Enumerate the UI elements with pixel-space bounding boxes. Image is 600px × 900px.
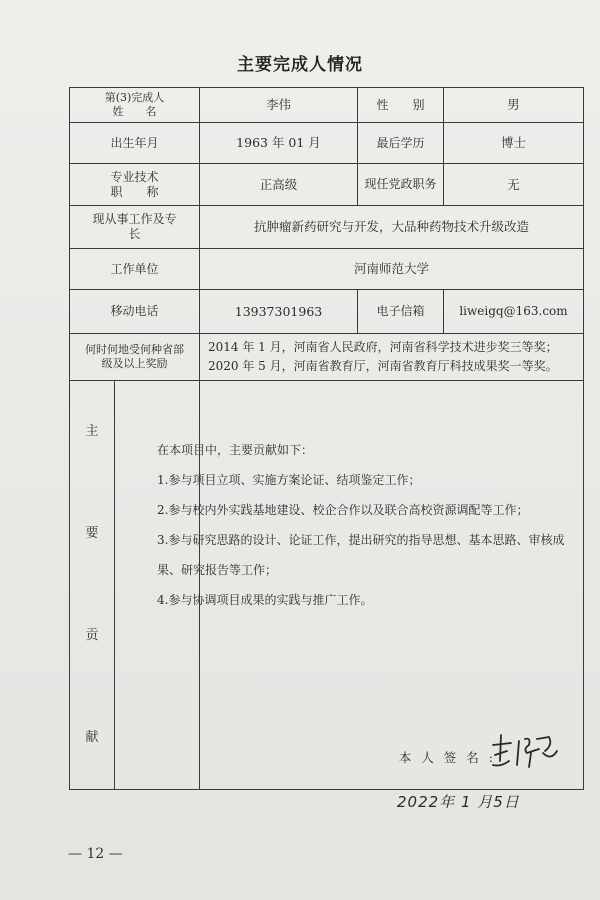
post-label: 现任党政职务	[358, 164, 444, 206]
work-value: 抗肿瘤新药研究与开发，大品种药物技术升级改造	[200, 206, 584, 249]
contribution-item: 1.参与项目立项、实施方案论证、结项鉴定工作；	[157, 473, 421, 487]
row-work	[70, 206, 584, 249]
contribution-content	[115, 391, 581, 811]
email-label: 电子信箱	[358, 290, 444, 334]
unit-value: 河南师范大学	[200, 249, 584, 290]
awards-value	[200, 334, 584, 381]
contribution-intro: 在本项目中，主要贡献如下：	[157, 443, 314, 457]
award-line: 2020 年 5 月，河南省教育厅，河南省教育厅科技成果奖一等奖。	[208, 359, 558, 373]
row-phone	[70, 290, 584, 334]
award-line: 2014 年 1 月，河南省人民政府，河南省科学技术进步奖三等奖；	[208, 340, 558, 355]
row-name	[70, 88, 584, 123]
contribution-side-label: 主 要 贡 献	[70, 381, 115, 789]
contribution-item: 3.参与研究思路的设计、论证工作，提出研究的指导思想、基本思路、审核成果、研究报告等工作；	[157, 533, 565, 577]
post-value: 无	[444, 164, 584, 206]
work-label: 现从事工作及专长	[70, 206, 200, 249]
education-value: 博士	[444, 123, 584, 164]
name-value: 李伟	[200, 88, 358, 123]
contribution-item: 2.参与校内外实践基地建设、校企合作以及联合高校资源调配等工作；	[157, 503, 529, 517]
birth-label: 出生年月	[70, 123, 200, 164]
education-label: 最后学历	[358, 123, 444, 164]
row-awards	[70, 334, 584, 381]
title-value: 正高级	[200, 164, 358, 206]
handwritten-signature	[487, 731, 559, 771]
title-label: 专业技术 职 称	[70, 164, 200, 206]
email-value: liweigq@163.com	[444, 290, 584, 334]
gender-value: 男	[444, 88, 584, 123]
row-title	[70, 164, 584, 206]
name-label: 第(3)完成人 姓 名	[70, 88, 200, 123]
handwritten-date: 2022年 1 月5日	[397, 793, 520, 811]
page-number: — 12 —	[68, 846, 123, 862]
row-unit	[70, 249, 584, 290]
page-title: 主要完成人情况	[237, 55, 363, 75]
phone-label: 移动电话	[70, 290, 200, 334]
signature-label: 本人签名:	[398, 750, 503, 765]
unit-label: 工作单位	[70, 249, 200, 290]
phone-value: 13937301963	[200, 290, 358, 334]
awards-label: 何时何地受何种省部级及以上奖励	[70, 334, 200, 381]
row-birth	[70, 123, 584, 164]
gender-label: 性 别	[358, 88, 444, 123]
birth-value: 1963 年 01 月	[200, 123, 358, 164]
contribution-item: 4.参与协调项目成果的实践与推广工作。	[157, 593, 373, 607]
